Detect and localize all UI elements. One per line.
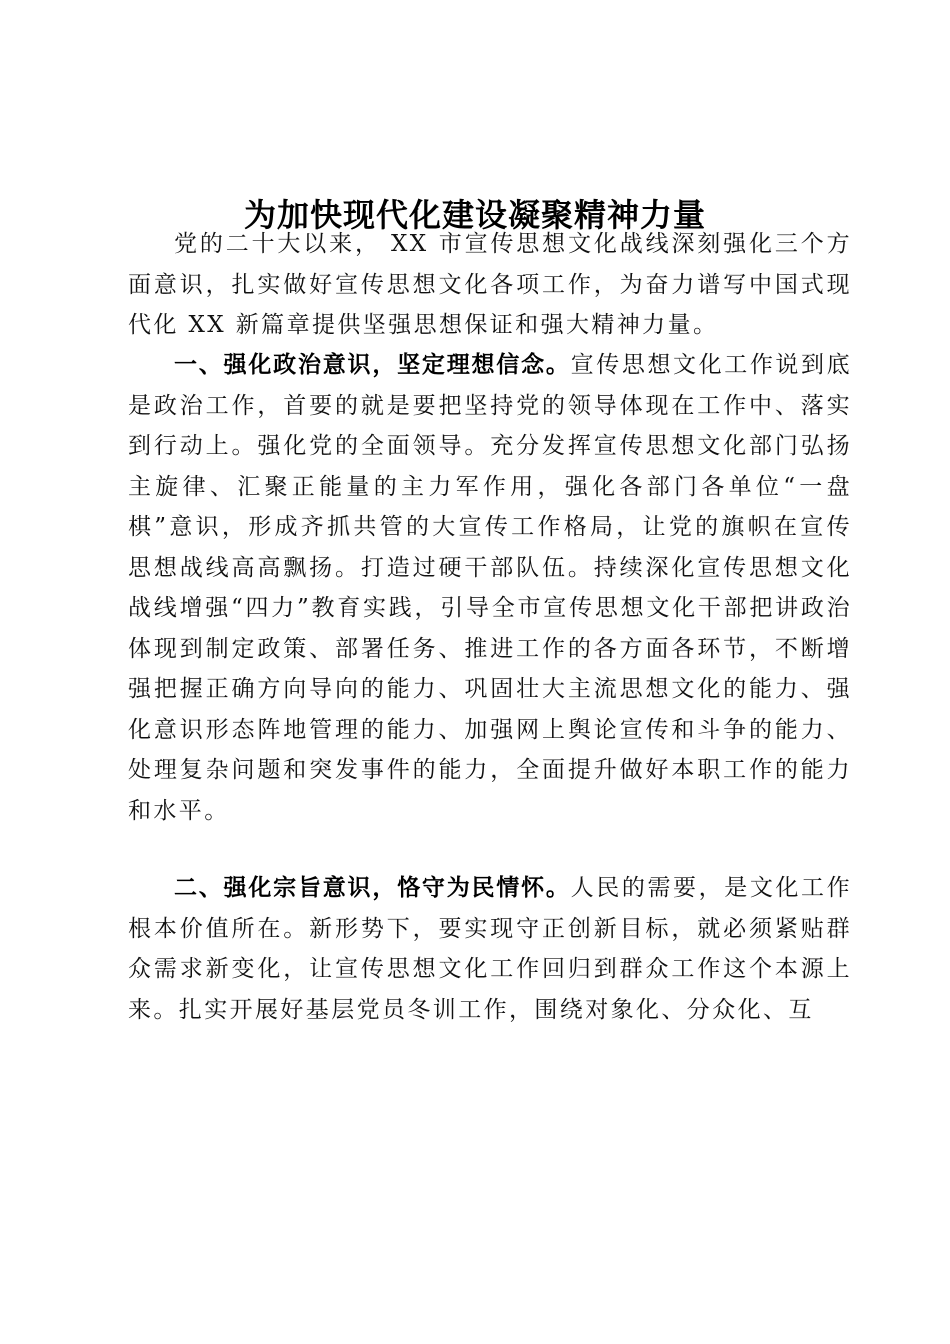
section-2-heading: 二、强化宗旨意识，恪守为民情怀。: [174, 875, 571, 901]
intro-paragraph: 党的二十大以来， XX 市宣传思想文化战线深刻强化三个方面意识，扎实做好宣传思想文化各项工作，为奋力谱写中国式现代化 XX 新篇章提供坚强思想保证和强大精神力量。: [128, 231, 852, 338]
section-2-body: 人民的需要，是文化工作根本价值所在。新形势下，要实现守正创新目标，就必须紧贴群众需求新变化，让宣传思想文化工作回归到群众工作这个本源上来。扎实开展好基层党员冬训工作，围绕对象化、分众化、互: [128, 875, 852, 1023]
section-1-paragraph: [128, 345, 852, 831]
section-1-heading: 一、强化政治意识，坚定理想信念。: [174, 352, 571, 378]
section-1-body: 宣传思想文化工作说到底是政治工作，首要的就是要把坚持党的领导体现在工作中、落实到行动上。强化党的全面领导。充分发挥宣传思想文化部门弘扬主旋律、汇聚正能量的主力军作用，强化各部门各单位“一盘棋”意识，形成齐抓共管的大宣传工作格局，让党的旗帜在宣传思想战线高高飘扬。打造过硬干部队伍。持续深化宣传思想文化战线增强“四力”教育实践，引导全市宣传思想文化干部把讲政治体现到制定政策、部署任务、推进工作的各方面各环节，不断增强把握正确方向导向的能力、巩固壮大主流思想文化的能力、强化意识形态阵地管理的能力、加强网上舆论宣传和斗争的能力、处理复杂问题和突发事件的能力，全面提升做好本职工作的能力和水平。: [128, 352, 852, 824]
section-2-paragraph: [128, 868, 852, 1030]
document-title: 为加快现代化建设凝聚精神力量: [243, 196, 706, 235]
